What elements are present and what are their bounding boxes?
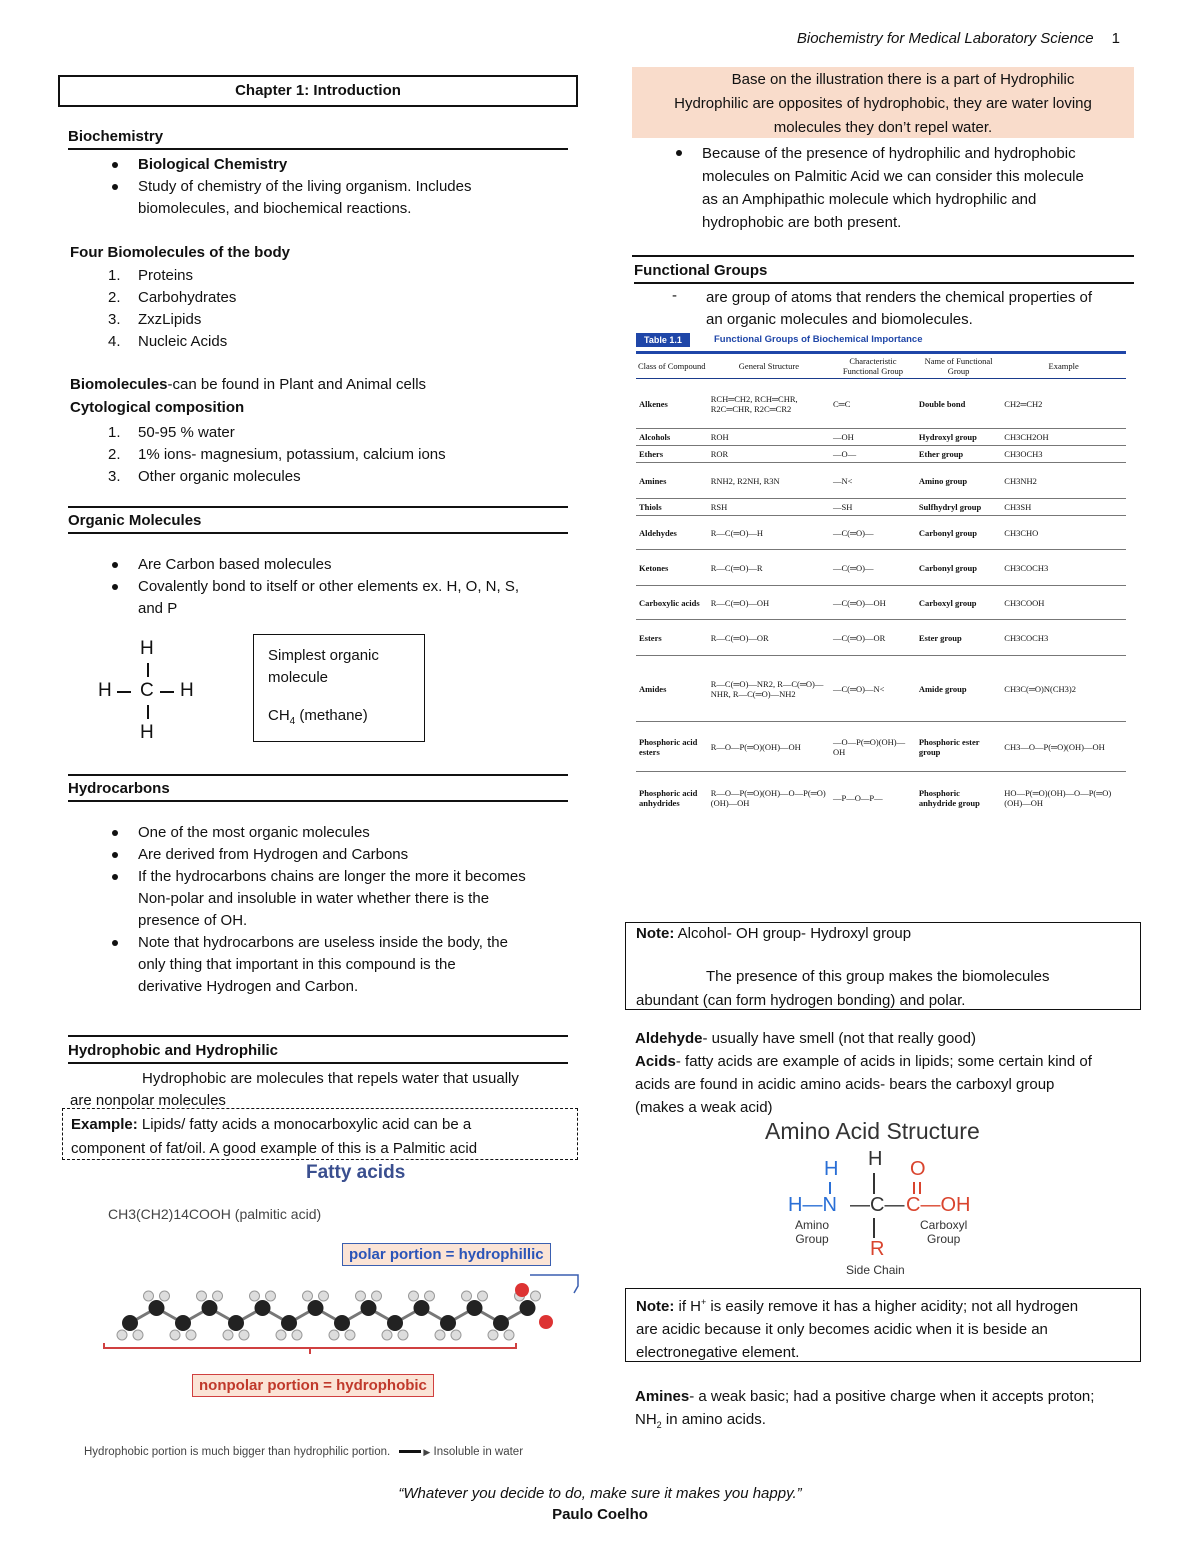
table-cell: Ester group <box>916 620 1001 656</box>
table-cell: C═C <box>830 379 916 429</box>
table-cell: Carbonyl group <box>916 516 1001 550</box>
table-cell: ROR <box>708 446 830 463</box>
functional-groups-table <box>636 333 1126 889</box>
divider <box>68 1035 568 1037</box>
divider <box>68 506 568 508</box>
palmitic-formula: CH3(CH2)14COOH (palmitic acid) <box>108 1206 322 1222</box>
table-cell: RSH <box>708 499 830 516</box>
table-cell: CH3COCH3 <box>1001 550 1126 586</box>
list-item: If the hydrocarbons chains are longer the more it becomes Non-polar and insoluble in water whether there is the presence of OH. <box>68 866 578 932</box>
hydrogen-atom <box>425 1291 435 1301</box>
footer-author: Paulo Coelho <box>552 1506 648 1523</box>
table-title: Functional Groups of Biochemical Importance <box>714 334 923 345</box>
fatty-caption: Hydrophobic portion is much bigger than hydrophilic portion. ▶ Insoluble in water <box>84 1446 524 1458</box>
table-cell: Ketones <box>636 550 708 586</box>
carbon-atom <box>175 1315 191 1331</box>
oxygen-atom <box>539 1315 553 1329</box>
functional-heading: Functional Groups <box>634 262 1134 284</box>
document-title: Biochemistry for Medical Laboratory Science <box>796 30 1094 47</box>
carbon-atom <box>228 1315 244 1331</box>
functional-definition: are group of atoms that renders the chemical properties of an organic molecules and biomolecules. <box>706 289 1093 328</box>
table-cell: Carbonyl group <box>916 550 1001 586</box>
atom-o: O <box>910 1158 926 1180</box>
four-biomolecules-heading: Four Biomolecules of the body <box>70 244 291 261</box>
polar-bracket <box>530 1275 578 1293</box>
carbon-chain <box>117 1283 553 1340</box>
table <box>636 354 1126 824</box>
amino-group-label: Amino Group <box>795 1218 830 1246</box>
table-cell: R—C(═O)—OR <box>708 620 830 656</box>
list-item: One of the most organic molecules <box>68 822 578 844</box>
table-cell: Carboxylic acids <box>636 586 708 620</box>
bond-line <box>160 691 174 693</box>
cytological-list <box>68 422 588 488</box>
page-number: 1 <box>1111 30 1120 47</box>
amine-group: H—N <box>788 1194 837 1216</box>
carbon-atom <box>467 1300 483 1316</box>
table-cell: Double bond <box>916 379 1001 429</box>
carbon-atom <box>387 1315 403 1331</box>
hydrogen-atom <box>223 1330 233 1340</box>
list-item: Are derived from Hydrogen and Carbons <box>68 844 578 866</box>
bond-line <box>147 663 149 677</box>
cytological-heading: Cytological composition <box>70 399 245 416</box>
biochemistry-heading: Biochemistry <box>68 128 568 150</box>
hydrogen-atom <box>356 1291 366 1301</box>
oxygen-atom <box>515 1283 529 1297</box>
hydrogen-atom <box>382 1330 392 1340</box>
table-cell: Ether group <box>916 446 1001 463</box>
table-cell: R—O—P(═O)(OH)—O—P(═O)(OH)—OH <box>708 772 830 824</box>
atom-h-right: H <box>180 680 194 701</box>
atom-h-left: H <box>98 680 112 701</box>
table-cell: RNH2, R2NH, R3N <box>708 463 830 499</box>
table-cell: CH3COOH <box>1001 586 1126 620</box>
hydrogen-atom <box>451 1330 461 1340</box>
table-row <box>636 499 1126 516</box>
table-cell: CH3COCH3 <box>1001 620 1126 656</box>
hydrophobic-definition: Hydrophobic are molecules that repels water that usually are nonpolar molecules <box>70 1070 519 1109</box>
fatty-acid-figure <box>60 1158 590 1468</box>
table-row <box>636 446 1126 463</box>
table-cell: Hydroxyl group <box>916 429 1001 446</box>
list-item: Covalently bond to itself or other elements ex. H, O, N, S, and P <box>68 576 568 620</box>
table-cell: —C(═O)—N< <box>830 656 916 722</box>
column-header: Characteristic Functional Group <box>830 354 916 379</box>
chapter-title: Chapter 1: Introduction <box>58 75 578 107</box>
amino-bonds-svg <box>750 1112 1020 1282</box>
atom-c: C <box>140 680 154 701</box>
table-cell: Phosphoric acid esters <box>636 722 708 772</box>
polar-label: polar portion = hydrophillic <box>342 1243 551 1266</box>
carbon-atom <box>493 1315 509 1331</box>
hydrogen-atom <box>266 1291 276 1301</box>
table-header-row <box>636 354 1126 379</box>
hydrogen-atom <box>462 1291 472 1301</box>
amines-text: Amines- a weak basic; had a positive charge when it accepts proton; $NH_2$ in amino acids. <box>635 1388 1095 1430</box>
table-row <box>636 656 1126 722</box>
table-cell: Carboxyl group <box>916 586 1001 620</box>
hydrogen-atom <box>303 1291 313 1301</box>
organic-list <box>68 554 568 620</box>
hydrogen-atom <box>250 1291 260 1301</box>
table-cell: Sulfhydryl group <box>916 499 1001 516</box>
table-cell: HO—P(═O)(OH)—O—P(═O)(OH)—OH <box>1001 772 1126 824</box>
divider <box>68 774 568 776</box>
list-item: Note that hydrocarbons are useless inside the body, the only thing that important in this compound is the derivative Hydrogen and Carbon. <box>68 932 578 998</box>
hydrogen-atom <box>504 1330 514 1340</box>
table-cell: Alkenes <box>636 379 708 429</box>
hydrogen-atom <box>372 1291 382 1301</box>
table-cell: Phosphoric acid anhydrides <box>636 772 708 824</box>
table-cell: Aldehydes <box>636 516 708 550</box>
hydrogen-atom <box>409 1291 419 1301</box>
table-cell: RCH═CH2, RCH═CHR, R2C═CHR, R2C═CR2 <box>708 379 830 429</box>
table-cell: —SH <box>830 499 916 516</box>
list-item: 3. ZxzLipids <box>108 311 202 328</box>
table-cell: CH3SH <box>1001 499 1126 516</box>
column-header: Example <box>1001 354 1126 379</box>
table-cell: Amide group <box>916 656 1001 722</box>
amphipathic-list <box>632 142 1142 234</box>
methane-structure <box>90 636 210 746</box>
methane-box-text: molecule <box>268 669 329 686</box>
page-header <box>797 30 1120 47</box>
example-box: Example: Lipids/ fatty acids a monocarboxylic acid can be a component of fat/oil. A good example of this is a Palmitic acid <box>62 1108 578 1160</box>
list-item: 3. Other organic molecules <box>108 468 301 485</box>
hydrogen-atom <box>435 1330 445 1340</box>
carbon-atom <box>440 1315 456 1331</box>
table-row <box>636 516 1126 550</box>
atom-h-top: H <box>140 638 154 659</box>
amino-figure-title: Amino Acid Structure <box>765 1118 980 1144</box>
table-cell: —C(═O)—OH <box>830 586 916 620</box>
table-cell: CH3OCH3 <box>1001 446 1126 463</box>
atom-h: H <box>824 1158 839 1180</box>
bond-line <box>117 691 131 693</box>
table-cell: —C(═O)— <box>830 516 916 550</box>
table-cell: CH2═CH2 <box>1001 379 1126 429</box>
table-cell: CH3—O—P(═O)(OH)—OH <box>1001 722 1126 772</box>
hydrogen-atom <box>117 1330 127 1340</box>
table-label: Table 1.1 <box>636 333 690 347</box>
hydrogen-atom <box>478 1291 488 1301</box>
hydrogen-atom <box>488 1330 498 1340</box>
table-cell: Phosphoric anhydride group <box>916 772 1001 824</box>
carbon-atom <box>255 1300 271 1316</box>
table-row <box>636 722 1126 772</box>
table-cell: R—C(═O)—NR2, R—C(═O)—NHR, R—C(═O)—NH2 <box>708 656 830 722</box>
table-cell: CH3CHO <box>1001 516 1126 550</box>
table-cell: R—C(═O)—R <box>708 550 830 586</box>
table-cell: Thiols <box>636 499 708 516</box>
aldehyde-acids-text: Aldehyde- usually have smell (not that really good) Acids- fatty acids are example of acids in lipids; some certain kind of acids are found in acidic amino acids- bears the carboxyl group (makes a weak acid) <box>635 1030 1092 1116</box>
table-row <box>636 463 1126 499</box>
methane-formula: $CH_4$ (methane) <box>268 707 368 727</box>
carbon-atom <box>122 1315 138 1331</box>
biochemistry-list <box>68 154 568 220</box>
table-cell: ROH <box>708 429 830 446</box>
table-cell: —N< <box>830 463 916 499</box>
hydrogen-atom <box>133 1330 143 1340</box>
hydrogen-atom <box>319 1291 329 1301</box>
table-cell: R—O—P(═O)(OH)—OH <box>708 722 830 772</box>
table-row <box>636 586 1126 620</box>
table-cell: —C(═O)— <box>830 550 916 586</box>
hydrophilic-callout: Base on the illustration there is a part of Hydrophilic Hydrophilic are opposites of hydrophobic, they are water loving molecules they don’t repel water. <box>632 67 1134 138</box>
organic-heading: Organic Molecules <box>68 512 568 534</box>
table-cell: CH3NH2 <box>1001 463 1126 499</box>
table-row <box>636 772 1126 824</box>
alpha-carbon: —C— <box>850 1194 905 1216</box>
table-cell: R—C(═O)—OH <box>708 586 830 620</box>
table-cell: Alcohols <box>636 429 708 446</box>
atom-h-bottom: H <box>140 722 154 743</box>
hydrogen-atom <box>170 1330 180 1340</box>
table-cell: Esters <box>636 620 708 656</box>
carbon-atom <box>414 1300 430 1316</box>
palmitic-chain-svg <box>60 1158 590 1468</box>
table-cell: Ethers <box>636 446 708 463</box>
hydrogen-atom <box>197 1291 207 1301</box>
note-box-acidity: Note: if H+ is easily remove it has a higher acidity; not all hydrogen are acidic because it only becomes acidic when it is beside an electronegative element. <box>625 1288 1141 1362</box>
hydrogen-atom <box>345 1330 355 1340</box>
hydrogen-atom <box>144 1291 154 1301</box>
table-cell: Amines <box>636 463 708 499</box>
table-row <box>636 429 1126 446</box>
carbon-atom <box>334 1315 350 1331</box>
column-header: General Structure <box>708 354 830 379</box>
list-item: Study of chemistry of the living organism. Includes biomolecules, and biochemical reactions. <box>68 176 568 220</box>
table-cell: —O—P(═O)(OH)—OH <box>830 722 916 772</box>
hydrogen-atom <box>160 1291 170 1301</box>
list-item: 1. Proteins <box>108 267 194 284</box>
list-item: 1. 50-95 % water <box>108 424 235 441</box>
carbon-atom <box>149 1300 165 1316</box>
table-cell: Amides <box>636 656 708 722</box>
hydrogen-atom <box>276 1330 286 1340</box>
table-cell: Amino group <box>916 463 1001 499</box>
list-item: Biological Chemistry <box>68 154 568 176</box>
list-item: Because of the presence of hydrophilic and hydrophobic molecules on Palmitic Acid we can consider this molecule as an Amphipathic molecule which hydrophilic and hydrophobic are both present. <box>632 142 1142 234</box>
list-item: 2. Carbohydrates <box>108 289 237 306</box>
hydrogen-atom <box>239 1330 249 1340</box>
table-cell: R—C(═O)—H <box>708 516 830 550</box>
bond-line <box>147 705 149 719</box>
nonpolar-bracket <box>104 1343 516 1354</box>
table-cell: —OH <box>830 429 916 446</box>
side-chain-label: Side Chain <box>846 1263 905 1277</box>
list-item: 2. 1% ions- magnesium, potassium, calcium ions <box>108 446 446 463</box>
table-cell: CH3C(═O)N(CH3)2 <box>1001 656 1126 722</box>
hydrophobic-heading: Hydrophobic and Hydrophilic <box>68 1042 568 1064</box>
carbon-atom <box>520 1300 536 1316</box>
table-cell: —C(═O)—OR <box>830 620 916 656</box>
carboxyl-group-label: Carboxyl Group <box>920 1218 968 1246</box>
hydrocarbons-list <box>68 822 578 998</box>
table-cell: Phosphoric ester group <box>916 722 1001 772</box>
amino-acid-figure <box>750 1112 1020 1282</box>
four-biomolecules-list <box>68 265 568 353</box>
hydrogen-atom <box>213 1291 223 1301</box>
note-box-alcohol: Note: Alcohol- OH group- Hydroxyl group The presence of this group makes the biomolecules abundant (can form hydrogen bonding) and polar. <box>625 922 1141 1010</box>
hydrogen-atom <box>186 1330 196 1340</box>
list-item: 4. Nucleic Acids <box>108 333 228 350</box>
hydrogen-atom <box>398 1330 408 1340</box>
table-cell: —O— <box>830 446 916 463</box>
nonpolar-label: nonpolar portion = hydrophobic <box>192 1374 434 1397</box>
hydrogen-atom <box>329 1330 339 1340</box>
methane-box <box>253 634 425 742</box>
footer-quote: “Whatever you decide to do, make sure it makes you happy.” <box>398 1485 802 1502</box>
table-cell: —P—O—P— <box>830 772 916 824</box>
hydrogen-atom <box>292 1330 302 1340</box>
divider <box>632 255 1134 257</box>
table-row <box>636 550 1126 586</box>
biomolecules-definition: Biomolecules-can be found in Plant and Animal cells <box>70 376 427 393</box>
table-cell: CH3CH2OH <box>1001 429 1126 446</box>
column-header: Name of Functional Group <box>916 354 1001 379</box>
dash-marker: - <box>672 287 677 304</box>
carboxyl-group: C—OH <box>906 1194 971 1216</box>
carbon-atom <box>361 1300 377 1316</box>
table-row <box>636 379 1126 429</box>
atom-h: H <box>868 1148 883 1170</box>
hydrocarbons-heading: Hydrocarbons <box>68 780 568 802</box>
column-header: Class of Compound <box>636 354 708 379</box>
side-chain-r: R <box>870 1238 885 1260</box>
carbon-atom <box>281 1315 297 1331</box>
table-row <box>636 620 1126 656</box>
carbon-atom <box>308 1300 324 1316</box>
list-item: Are Carbon based molecules <box>68 554 568 576</box>
methane-box-text: Simplest organic <box>268 647 379 664</box>
arrow-right-icon <box>399 1450 421 1453</box>
carbon-atom <box>202 1300 218 1316</box>
fatty-figure-title: Fatty acids <box>306 1162 406 1183</box>
hydrogen-atom <box>531 1291 541 1301</box>
